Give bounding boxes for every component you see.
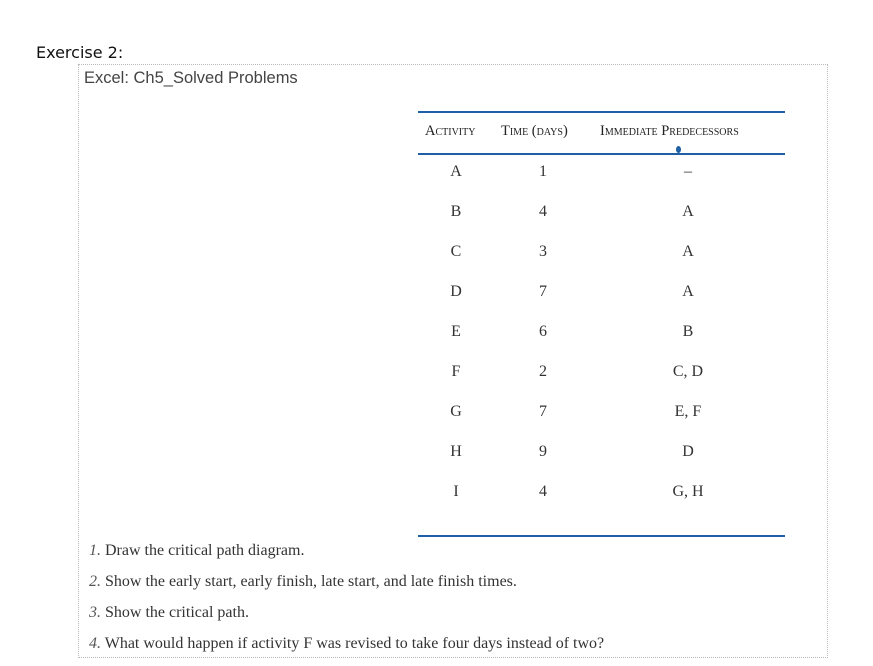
cell-predecessors: C, D	[672, 363, 704, 380]
cursor-icon	[676, 146, 681, 153]
cell-predecessors: A	[682, 243, 694, 260]
list-item	[89, 542, 604, 573]
table-bottom-rule	[418, 535, 785, 537]
problem-panel	[78, 64, 828, 658]
table-row	[418, 323, 785, 363]
cell-predecessors: E, F	[674, 403, 702, 420]
header-activity: Activity	[425, 123, 476, 139]
cell-activity: G	[450, 403, 462, 420]
header-time: Time (days)	[501, 123, 568, 139]
cell-predecessors: –	[684, 163, 692, 180]
exercise-title: Exercise 2:	[36, 43, 124, 62]
cell-predecessors: G, H	[672, 483, 704, 500]
cell-time: 3	[539, 243, 547, 260]
table-row	[418, 443, 785, 483]
table-header	[418, 113, 785, 153]
question-text: What would happen if activity F was revised to take four days instead of two?	[104, 635, 605, 652]
cell-activity: D	[450, 283, 462, 300]
question-number: 1.	[89, 542, 101, 559]
cell-time: 1	[539, 163, 547, 180]
list-item	[89, 573, 604, 604]
cell-time: 2	[539, 363, 547, 380]
cell-activity: A	[450, 163, 462, 180]
cell-activity: E	[451, 323, 461, 340]
question-number: 3.	[89, 604, 101, 621]
table-row	[418, 243, 785, 283]
cell-activity: C	[450, 243, 462, 260]
question-number: 4.	[89, 635, 101, 652]
cell-time: 4	[539, 483, 547, 500]
question-list	[89, 542, 604, 666]
table-row	[418, 283, 785, 323]
question-text: Show the early start, early finish, late start, and late finish times.	[105, 573, 517, 590]
question-text: Draw the critical path diagram.	[105, 542, 305, 559]
table-row	[418, 403, 785, 443]
table-row	[418, 363, 785, 403]
cell-predecessors: D	[682, 443, 694, 460]
cell-time: 4	[539, 203, 547, 220]
cell-time: 7	[539, 403, 547, 420]
cell-time: 7	[539, 283, 547, 300]
cell-activity: F	[451, 363, 461, 380]
table-row	[418, 203, 785, 243]
cell-activity: B	[450, 203, 462, 220]
question-number: 2.	[89, 573, 101, 590]
table-body	[418, 155, 785, 535]
table-row	[418, 483, 785, 523]
cell-predecessors: B	[682, 323, 694, 340]
activity-table	[418, 111, 785, 537]
cell-activity: H	[450, 443, 462, 460]
list-item	[89, 635, 604, 666]
panel-title: Excel: Ch5_Solved Problems	[84, 69, 298, 87]
list-item	[89, 604, 604, 635]
cell-predecessors: A	[682, 203, 694, 220]
question-text: Show the critical path.	[105, 604, 249, 621]
header-predecessors: Immediate Predecessors	[600, 123, 739, 139]
cell-time: 6	[539, 323, 547, 340]
cell-activity: I	[453, 483, 459, 500]
table-row	[418, 163, 785, 203]
cell-predecessors: A	[682, 283, 694, 300]
cell-time: 9	[539, 443, 547, 460]
